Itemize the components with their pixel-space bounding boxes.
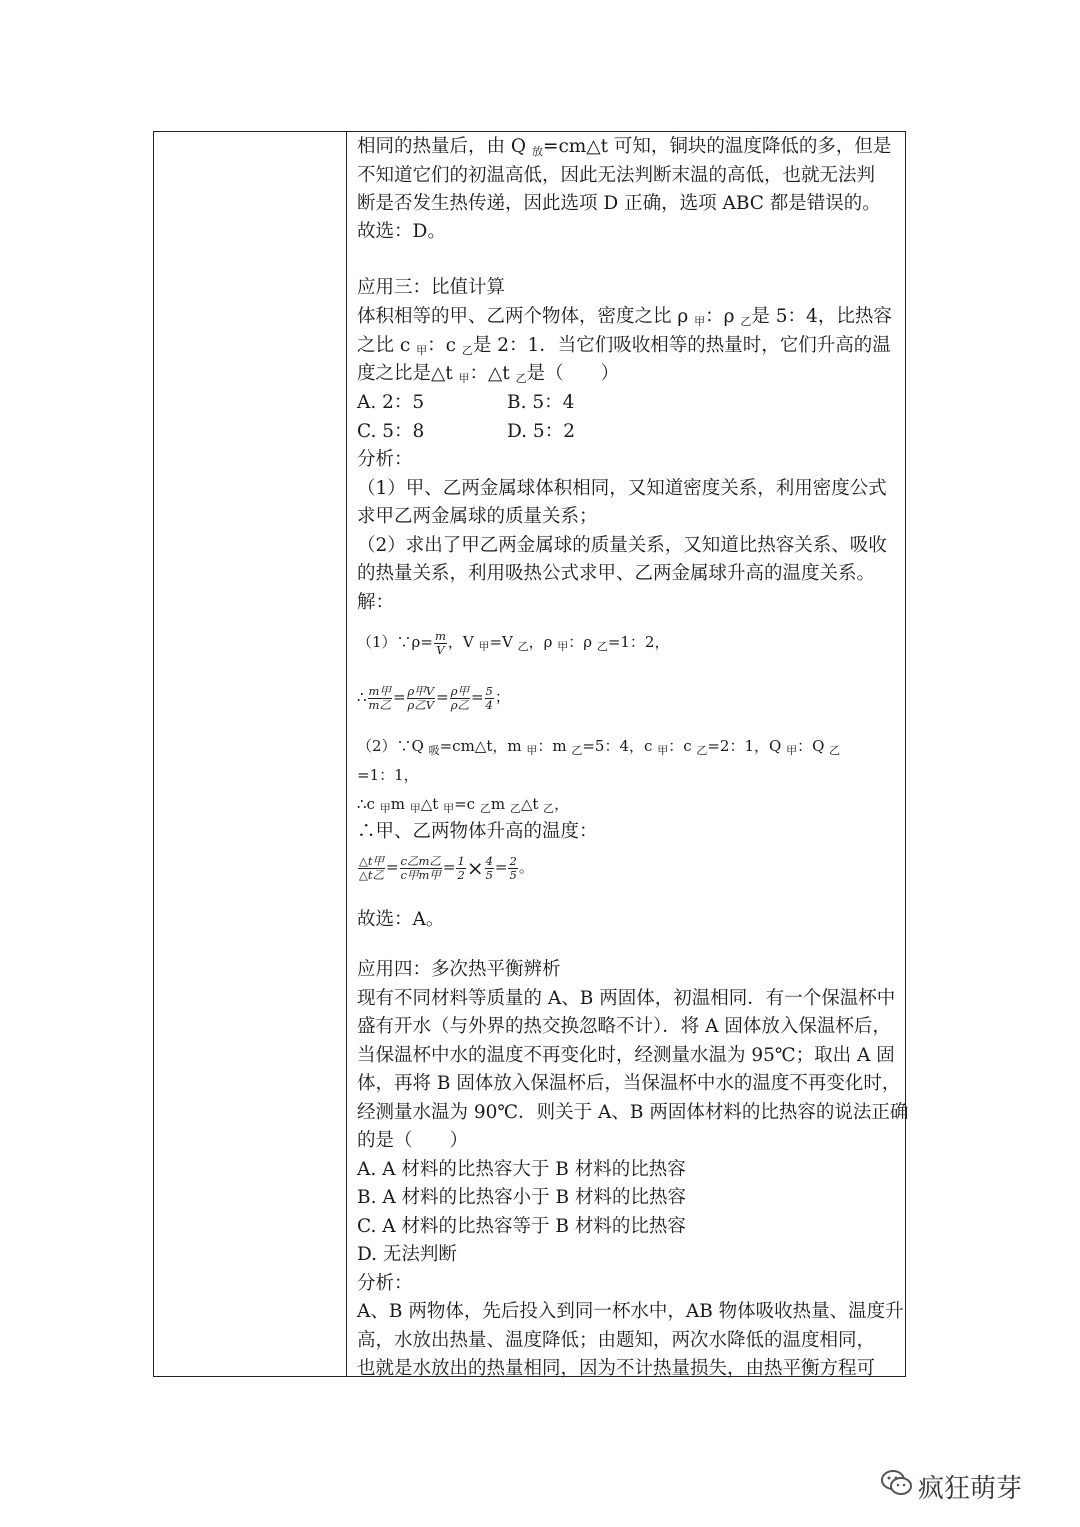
question-line: 度之比是△t $_甲$：△t $_乙$是（ ） (357, 363, 620, 385)
question-line: 现有不同材料等质量的 A、B 两固体，初温相同．有一个保温杯中 (357, 988, 896, 1009)
question-line: 经测量水温为 90℃．则关于 A、B 两固体材料的比热容的说法正确 (357, 1102, 909, 1123)
analysis-line: （2）求出了甲乙两金属球的质量关系，又知道比热容关系、吸收 (357, 535, 887, 556)
text-line: 相同的热量后，由 Q $_放$=cm△t 可知，铜块的温度降低的多，但是 (357, 136, 892, 158)
solution-label: 解： (357, 592, 395, 613)
analysis-line: 求甲乙两金属球的质量关系； (357, 506, 598, 527)
text-line: 不知道它们的初温高低，因此无法判断末温的高低，也就无法判 (357, 165, 876, 186)
option-d: D. 5：2 (507, 421, 575, 442)
option-c: C. 5：8 (357, 421, 425, 442)
section-title: 应用四：多次热平衡辨析 (357, 959, 561, 980)
wechat-icon (880, 1466, 914, 1500)
text-line: 断是否发生热传递，因此选项 D 正确，选项 ABC 都是错误的。 (357, 193, 881, 214)
question-line: 当保温杯中水的温度不再变化时，经测量水温为 95℃；取出 A 固 (357, 1045, 895, 1066)
solution-line: （2）∵Q $_吸$=cm△t，m $_甲$：m $_乙$=5：4，c $_甲$：c $_乙$=2：1，Q $_甲$：Q $_乙$ (357, 737, 841, 757)
content-table (153, 131, 909, 1379)
left-column-cell (154, 132, 347, 1376)
question-line: 体积相等的甲、乙两个物体，密度之比 ρ $_甲$：ρ $_乙$是 5：4，比热容 (357, 306, 892, 328)
option-b: B. 5：4 (507, 392, 575, 413)
solution-line: =1：1， (357, 766, 419, 784)
question-line: 体，再将 B 固体放入保温杯后，当保温杯中水的温度不再变化时， (357, 1073, 901, 1094)
solution-formula: ∴ $\frac{\text{m甲}}{\text{m乙}}$ = $\frac{\text{ρ甲V}}{\text{ρ乙V}}$ = $\frac{\text{ρ甲}}{\text{ρ乙}}$ = $\frac{5}{4}$ ； (357, 683, 510, 712)
question-line: 的是（ ） (357, 1130, 469, 1151)
option-b: B. A 材料的比热容小于 B 材料的比热容 (357, 1187, 686, 1208)
analysis-label: 分析： (357, 449, 413, 470)
option-a: A. 2：5 (357, 392, 425, 413)
option-d: D. 无法判断 (357, 1244, 457, 1265)
answer-line: 故选：A。 (357, 909, 445, 930)
option-a: A. A 材料的比热容大于 B 材料的比热容 (357, 1159, 686, 1180)
section-title: 应用三：比值计算 (357, 277, 506, 298)
solution-line: ∴甲、乙两物体升高的温度： (357, 821, 598, 842)
analysis-line: 的热量关系，利用吸热公式求甲、乙两金属球升高的温度关系。 (357, 563, 876, 584)
solution-formula: $\frac{\text{△t甲}}{\text{△t乙}}$ = $\frac{\text{c乙m乙}}{\text{c甲m甲}}$ = $\frac{1}{2}$ × $\frac{4}{5}$ = $\frac{2}{5}$ 。 (359, 853, 534, 882)
solution-line: ∴c $_甲$m $_甲$△t $_甲$=c $_乙$m $_乙$△t $_乙$， (357, 795, 570, 815)
solution-line: （1）∵ρ= $\frac{m}{V}$ ，V $_甲$=V $_乙$，ρ $_甲$：ρ $_乙$=1：2， (357, 628, 670, 657)
analysis-line: 高，水放出热量、温度降低；由题知，两次水降低的温度相同， (357, 1330, 876, 1351)
analysis-line: A、B 两物体，先后投入到同一杯水中，AB 物体吸收热量、温度升 (357, 1301, 904, 1322)
question-line: 之比 c $_甲$：c $_乙$是 2：1．当它们吸收相等的热量时，它们升高的温 (357, 335, 891, 357)
question-line: 盛有开水（与外界的热交换忽略不计）．将 A 固体放入保温杯后， (357, 1016, 891, 1037)
answer-line: 故选：D。 (357, 221, 446, 242)
option-c: C. A 材料的比热容等于 B 材料的比热容 (357, 1216, 686, 1237)
watermark-text: 疯狂萌芽 (918, 1474, 1023, 1504)
analysis-line: 也就是水放出的热量相同，因为不计热量损失，由热平衡方程可 (357, 1358, 876, 1379)
analysis-label: 分析： (357, 1273, 413, 1294)
analysis-line: （1）甲、乙两金属球体积相同，又知道密度关系，利用密度公式 (357, 478, 887, 499)
